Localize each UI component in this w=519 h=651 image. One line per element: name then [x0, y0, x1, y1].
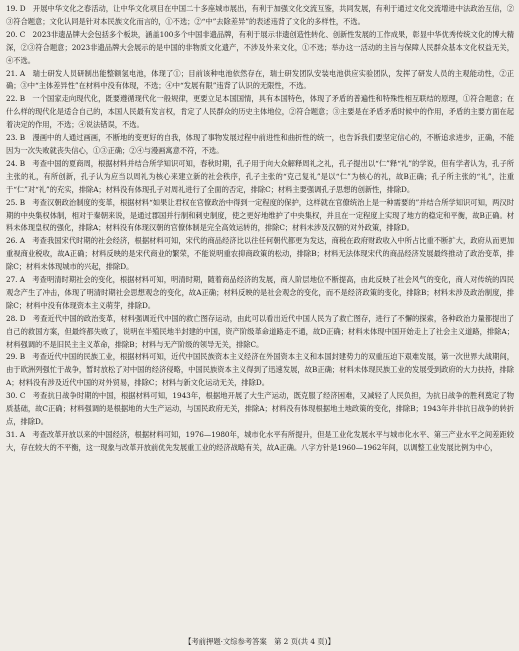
answer-list: [6, 3, 514, 455]
answer-entry-31: 31. A 考查改革开放以来的中国经济，根据材料可知，1976—1980年，城市化水平有所提升，但是工业化发展水平与城市化水平、第三产业水平之间差距较大，存在较大的不平衡，这一现象与改革开放前优先发展重工业的经济战略有关，故A正确。八字方针是1960—1962年间，以调整工业发展比例为中心，: [6, 429, 514, 452]
answer-entry-27: 27. A 考查明清时期社会的变化，根据材料可知，明清时期，随着商品经济的发展，商人阶层地位不断提高，由此反映了社会风气的变化，商人对传统的四民观念产生了冲击，体现了明清时期社会思想观念的变化，故A正确；材料反映的是社会观念的变化，而不是经济政策的变化，排除B；材料未涉及政治制度，排除C；材料中没有体现资本主义萌芽，排除D。: [6, 275, 514, 310]
answer-entry-24: 24. B 考查中国的夏商周，根据材料并结合所学知识可知，春秋时期，孔子用于向大众解释周礼之礼，孔子提出以“仁”释“礼”的学说，但有学者认为，孔子所主张的礼，有所创新，孔子认为应当以周礼为核心来建立新的社会秩序，孔子主张的“克己复礼”是以“仁”为核心的礼，故B正确；孔子所主张的“礼”，注重于“仁”对“礼”的充实，排除A；材料没有体现孔子对周礼进行了全面的否定，排除C；材料主要强调孔子思想的创新性，排除D。: [6, 158, 514, 194]
answer-entry-25: 25. B 考查汉朝政治制度的变革，根据材料“如果让君权在官僚政治中得到一定程度的保护，这样就在官僚统治上是一种需要的”并结合所学知识可知，两汉时期的中央集权体制，相对于秦朝来说，是通过郡国并行制和刺史制度，使之更好地维护了中央集权，并且在一定程度上实现了地方的稳定和平衡，故B正确。材料未体现皇权的强化，排除A；材料没有体现汉朝的官僚体制是完全高效运转的，排除C；材料未涉及汉朝的对外政策，排除D。: [6, 197, 514, 233]
answer-entry-30: 30. C 考查抗日战争时期的中国，根据材料可知，1943年，根据地开展了大生产运动，既克服了经济困难，又减轻了人民负担，为抗日战争的胜利奠定了物质基础，故C正确；材料强调的是根据地的大生产运动，与国民政府无关，排除A；材料没有体现根据地土地政策的变化，排除B；1943年并非抗日战争的转折点，排除D。: [6, 391, 514, 426]
answer-entry-29: 29. B 考查近代中国的民族工业，根据材料可知，近代中国民族资本主义经济在外国资本主义和本国封建势力的双重压迫下艰难发展，第一次世界大战期间，由于欧洲列强忙于战争，暂时放松了对中国的经济侵略，中国民族资本主义得到了迅速发展，故B正确；材料未体现民族工业的发展受到政府的大力扶持，排除A；材料没有涉及近代中国的对外贸易，排除C；材料与新文化运动无关，排除D。: [6, 352, 514, 388]
answer-entry-26: 26. A 考查我国宋代时期的社会经济，根据材料可知，宋代的商品经济比以往任何朝代都更为发达，商税在政府财政收入中所占比重不断扩大，政府从而更加重视商业税收，故A正确；材料反映的是宋代商业的繁荣，不能说明重农抑商政策的松动，排除B；材料无法体现宋代的商品经济发展最终推动了政治变革，排除C；材料未体现城市的兴起，排除D。: [6, 236, 514, 272]
answer-entry-20: 20. C 2023非遗品牌大会包括多个板块，涵盖100多个中国非遗品牌，有利于展示非遗创造性转化、创新性发展的工作成果，彰显中华优秀传统文化的博大精深，②③符合题意；2023非遗品牌大会展示的是中国的非物质文化遗产，不涉及外来文化，①不选；举办这一活动的主旨与保障人民群众基本文化权益无关，④不选。: [6, 29, 514, 65]
answer-entry-21: 21. A 瑞士研发人员研制出能整额氢电池，体现了①；目前该种电池依然存在，瑞士研发团队安装电池供应实验团队，发挥了研发人员的主观能动性，②正确；③中“主体差异性”在材料中没有体现，不选；④中“发展有限”违背了认识的无限性，不选。: [6, 68, 514, 91]
answer-entry-28: 28. D 考查近代中国的政治变革，材料强调近代中国的救亡图存运动，由此可以看出近代中国人民为了救亡图存，进行了不懈的探索，各种政治力量都提出了自己的救国方案，但最终都失败了，说明在半殖民地半封建的中国，资产阶级革命道路走不通，故D正确；材料未体现中国开始走上了社会主义道路，排除A；材料强调的不是旧民主主义革命，排除B；材料与无产阶级的领导无关，排除C。: [6, 313, 514, 349]
answer-entry-22: 22. B 一个国家走向现代化，既要遵循现代化一般规律，更要立足本国国情，具有本国特色，体现了矛盾的普遍性和特殊性相互联结的原理，①符合题意；在什么样的现代化是适合自己的，本国人民最有发言权，肯定了人民群众的历史主体地位，②符合题意；③主要是在矛盾矛盾时候中的作用，矛盾的主要方面在起着决定的作用，不选；④说法错误，不选。: [6, 94, 514, 130]
answer-entry-23: 23. B 漫画中的人通过画画，不断地的变更好的自我，体现了事物发展过程中前进性和曲折性的统一，也告诉我们要坚定信心的，不断追求进步，正确，不能因为一次失败就丧失信心，①③正确；②④与漫画寓意不符，不选。: [6, 133, 514, 155]
answer-entry-19: 19. D 开展中华文化之春活动，让中华文化项目在中国二十多座城市展出，有利于加强文化交流互鉴，共同发展，有利于通过文化交流增进中法政治互信，②③符合题意；文化认同是针对本民族文化而言的，①不选；②“中”去除差异”的表述违背了文化的多样性，不选。: [6, 4, 514, 26]
page-footer: 【考前押题·文综参考答案 第 2 页(共 4 页)】: [184, 637, 335, 646]
